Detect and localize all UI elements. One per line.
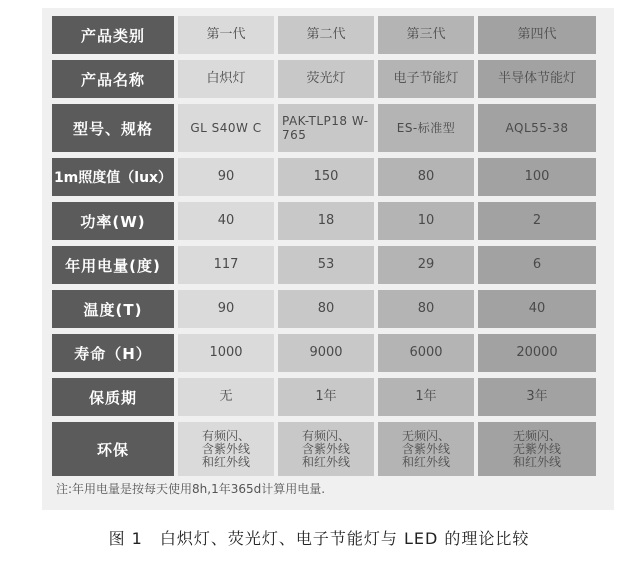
table-cell: 6000 [378, 334, 474, 372]
header-gen2: 第二代 [278, 16, 374, 54]
table-cell: 1年 [278, 378, 374, 416]
table-cell: 无频闪、 含紫外线 和红外线 [378, 422, 474, 476]
header-gen4: 第四代 [478, 16, 596, 54]
row-label-product-name: 产品名称 [52, 60, 174, 98]
table-cell: 白炽灯 [178, 60, 274, 98]
table-cell: 9000 [278, 334, 374, 372]
row-label-power: 功率(W) [52, 202, 174, 240]
comparison-table [52, 16, 596, 476]
table-cell: 80 [378, 290, 474, 328]
table-cell: 90 [178, 290, 274, 328]
table-cell: 150 [278, 158, 374, 196]
table-cell: 6 [478, 246, 596, 284]
table-cell: 117 [178, 246, 274, 284]
row-label-lifetime: 寿命（H） [52, 334, 174, 372]
table-cell: 18 [278, 202, 374, 240]
table-cell: 电子节能灯 [378, 60, 474, 98]
row-label-environmental: 环保 [52, 422, 174, 476]
header-gen1: 第一代 [178, 16, 274, 54]
table-cell: 半导体节能灯 [478, 60, 596, 98]
table-cell: 100 [478, 158, 596, 196]
table-cell: 1年 [378, 378, 474, 416]
table-cell: 29 [378, 246, 474, 284]
table-cell: 40 [178, 202, 274, 240]
row-label-temperature: 温度(T) [52, 290, 174, 328]
table-cell: PAK-TLP18 W-765 [278, 104, 374, 152]
table-cell: 有频闪、 含紫外线 和红外线 [278, 422, 374, 476]
table-cell: 53 [278, 246, 374, 284]
table-cell: 3年 [478, 378, 596, 416]
table-cell: 无 [178, 378, 274, 416]
row-label-warranty: 保质期 [52, 378, 174, 416]
row-label-illuminance: 1m照度值（lux） [52, 158, 174, 196]
table-cell: AQL55-38 [478, 104, 596, 152]
table-cell: 无频闪、 无紫外线 和红外线 [478, 422, 596, 476]
table-cell: 10 [378, 202, 474, 240]
table-cell: 80 [278, 290, 374, 328]
row-label-model: 型号、规格 [52, 104, 174, 152]
table-cell: 有频闪、 含紫外线 和红外线 [178, 422, 274, 476]
table-cell: 80 [378, 158, 474, 196]
figure-caption: 图 1 白炽灯、荧光灯、电子节能灯与 LED 的理论比较 [108, 529, 530, 548]
table-footnote: 注:年用电量是按每天使用8h,1年365d计算用电量. [56, 482, 326, 496]
table-cell: 40 [478, 290, 596, 328]
row-label-annual-consumption: 年用电量(度) [52, 246, 174, 284]
table-cell: ES-标准型 [378, 104, 474, 152]
table-cell: 2 [478, 202, 596, 240]
header-gen3: 第三代 [378, 16, 474, 54]
table-cell: 20000 [478, 334, 596, 372]
header-category: 产品类别 [52, 16, 174, 54]
table-cell: 荧光灯 [278, 60, 374, 98]
table-cell: 1000 [178, 334, 274, 372]
table-cell: GL S40W C [178, 104, 274, 152]
table-cell: 90 [178, 158, 274, 196]
